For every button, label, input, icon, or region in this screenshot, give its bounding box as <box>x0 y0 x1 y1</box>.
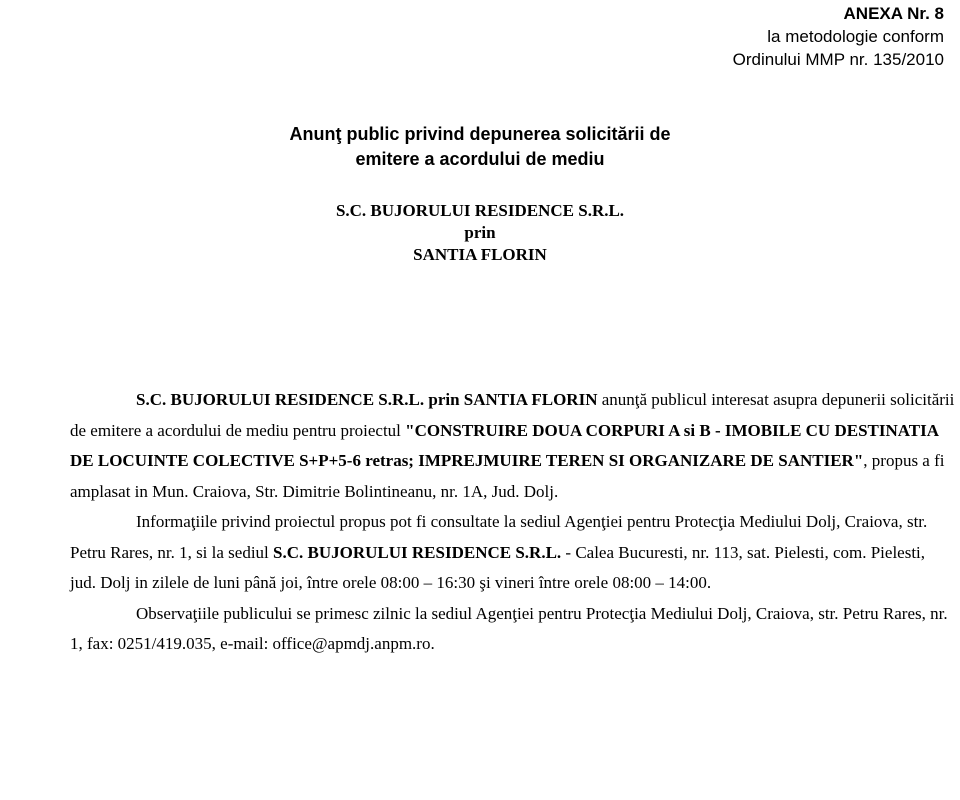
project-name: "CONSTRUIRE DOUA CORPURI A si B - IMOBILE CU DESTINATIA DE LOCUINTE COLECTIVE S+P+5-6 retras; IMPREJMUIRE TEREN SI ORGANIZARE DE SANTIER" <box>70 420 939 470</box>
heading-line-2: emitere a acordului de mediu <box>355 149 605 169</box>
company-name: S.C. BUJORULUI RESIDENCE S.R.L. <box>335 201 625 220</box>
company-representative: SANTIA FLORIN <box>413 245 547 264</box>
paragraph-announcement <box>70 385 955 507</box>
paragraph-information <box>70 507 955 599</box>
paragraph2-company: S.C. BUJORULUI RESIDENCE S.R.L. <box>273 542 562 562</box>
announcement-heading <box>0 122 960 172</box>
paragraph1-text-2: , propus a fi amplasat in Mun. Craiova, Str. Dimitrie Bolintineanu, nr. 1A, Jud. Dolj. <box>70 451 945 501</box>
paragraph1-text-1: anunţă publicul interesat asupra depunerii solicitării de emitere a acordului de mediu pentru proiectul <box>70 390 955 440</box>
company-via: prin <box>464 223 496 242</box>
announcement-body <box>70 385 955 660</box>
annex-methodology-line: la metodologie conform <box>767 27 944 46</box>
paragraph1-lead: S.C. BUJORULUI RESIDENCE S.R.L. prin SANTIA FLORIN <box>136 390 598 409</box>
paragraph-observations <box>70 599 955 660</box>
heading-line-1: Anunţ public privind depunerea solicitării de <box>289 124 671 144</box>
annex-title: ANEXA Nr. 8 <box>843 4 944 23</box>
annex-order-line: Ordinului MMP nr. 135/2010 <box>732 50 944 69</box>
paragraph3-text: Observaţiile publicului se primesc zilnic la sediul Agenţiei pentru Protecţia Mediului Dolj, Craiova, str. Petru Rares, nr. 1, fax: 0251/419.035, e-mail: office@apmdj.anpm.ro. <box>70 603 948 653</box>
paragraph2-text-1: Informaţiile privind proiectul propus pot fi consultate la sediul Agenţiei pentru Protecţia Mediului Dolj, Craiova, str. Petru Rares, nr. 1, si la sediul <box>70 512 928 562</box>
annex-reference <box>733 2 944 71</box>
paragraph2-text-2: - Calea Bucuresti, nr. 113, sat. Pielesti, com. Pielesti, jud. Dolj in zilele de luni până joi, între orele 08:00 – 16:30 şi vineri între orele 08:00 – 14:00. <box>70 542 926 592</box>
company-block <box>0 200 960 266</box>
